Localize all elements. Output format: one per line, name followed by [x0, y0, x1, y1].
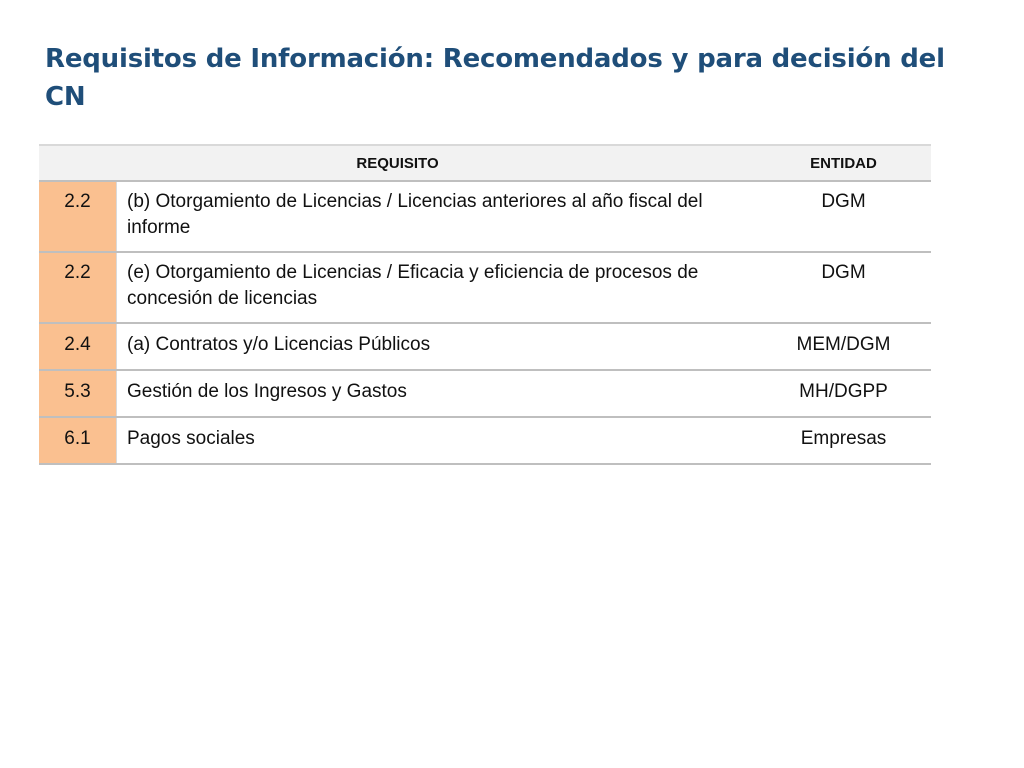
row-code: 2.2 — [39, 252, 117, 323]
row-code: 2.4 — [39, 323, 117, 370]
requirements-table — [39, 144, 931, 465]
row-code: 5.3 — [39, 370, 117, 417]
table-row — [39, 252, 931, 323]
row-entity: DGM — [756, 181, 931, 252]
header-entidad: ENTIDAD — [756, 145, 931, 181]
row-code: 6.1 — [39, 417, 117, 464]
row-entity: Empresas — [756, 417, 931, 464]
table-row — [39, 181, 931, 252]
row-description: Pagos sociales — [117, 417, 757, 464]
table-row — [39, 417, 931, 464]
slide-title: Requisitos de Información: Recomendados y para decisión del CN — [45, 44, 945, 112]
table-row — [39, 323, 931, 370]
row-description: (a) Contratos y/o Licencias Públicos — [117, 323, 757, 370]
table-header-row — [39, 145, 931, 181]
row-entity: MEM/DGM — [756, 323, 931, 370]
table-row — [39, 370, 931, 417]
header-requisito: REQUISITO — [39, 145, 756, 181]
row-entity: MH/DGPP — [756, 370, 931, 417]
row-code: 2.2 — [39, 181, 117, 252]
row-description: (b) Otorgamiento de Licencias / Licencias anteriores al año fiscal del informe — [117, 181, 757, 252]
row-entity: DGM — [756, 252, 931, 323]
row-description: (e) Otorgamiento de Licencias / Eficacia y eficiencia de procesos de concesión de licencias — [117, 252, 757, 323]
row-description: Gestión de los Ingresos y Gastos — [117, 370, 757, 417]
